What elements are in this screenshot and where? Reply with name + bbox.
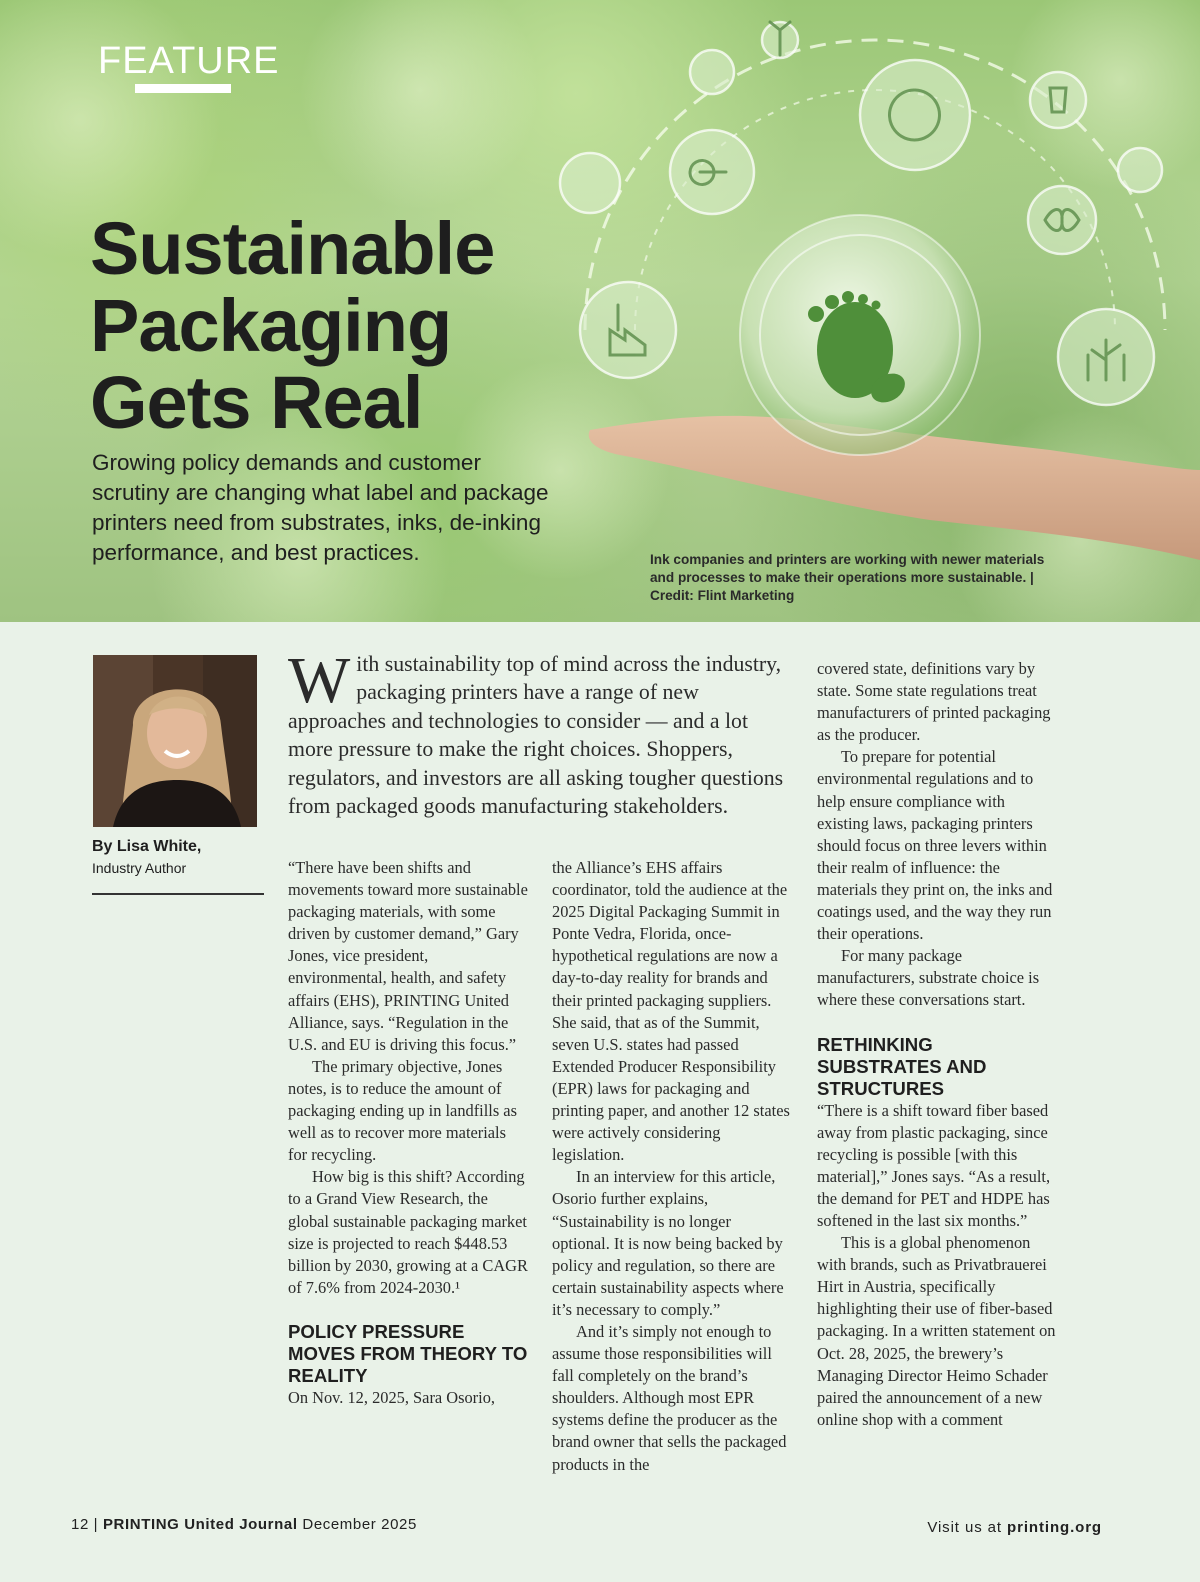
footer-folio <box>71 1516 417 1533</box>
column-1 <box>288 857 528 1409</box>
section-label-underline <box>135 84 231 93</box>
paragraph: In an interview for this article, Osorio further explains, “Sustainability is no longer optional. It is now being backed by policy and regulation, so there are certain sustainability aspects where it’s necessary to comply.” <box>552 1167 784 1319</box>
paragraph: the Alliance’s EHS affairs coordinator, told the audience at the 2025 Digital Packaging Summit in Ponte Vedra, Florida, once-hypothetical regulations are now a day-to-day reality for brands and their printed packaging suppliers. She said, that as of the Summit, seven U.S. states had passed Extended Producer Responsibility (EPR) laws for packaging and printing paper, and another 12 states were actively considering legislation. <box>552 858 790 1165</box>
issue-date: December 2025 <box>302 1516 417 1533</box>
hero-caption: Ink companies and printers are working with newer materials and processes to make their operations more sustainable. | Credit: Flint Marketing <box>650 552 1045 603</box>
paragraph: “There have been shifts and movements toward more sustainable packaging materials, with some driven by customer demand,” Gary Jones, vice president, environmental, health, and safety affairs (EHS), PRINTING United Alliance, says. “Regulation in the U.S. and EU is driving this focus.” <box>288 858 528 1054</box>
paragraph: The primary objective, Jones notes, is to reduce the amount of packaging ending up in landfills as well as to recover more materials for recycling. <box>288 1056 517 1165</box>
subhead: RETHINKING SUBSTRATES AND STRUCTURES <box>817 1033 987 1099</box>
author-photo <box>93 655 257 827</box>
folio-separator: | <box>93 1516 99 1533</box>
intro-text: ith sustainability top of mind across the industry, packaging printers have a range of new approaches and technologies to consider — and a lot more pressure to make the right choices. Shoppers, regulators, and investors are all asking tougher questions from packaged goods manufacturing stakeholders. <box>288 652 784 819</box>
drop-cap: W <box>288 644 351 717</box>
website-link[interactable]: printing.org <box>1007 1519 1102 1536</box>
paragraph: covered state, definitions vary by state. Some state regulations treat manufacturers of printed packaging as the producer. <box>817 659 1051 745</box>
visit-prefix: Visit us at <box>927 1519 1002 1536</box>
paragraph: How big is this shift? According to a Grand View Research, the global sustainable packaging market size is projected to reach $448.53 billion by 2030, growing at a CAGR of 7.6% from 2024-2030.¹ <box>288 1167 528 1297</box>
page-number: 12 <box>71 1516 89 1533</box>
factory-icon <box>580 282 676 378</box>
author-name: By Lisa White, <box>92 838 202 855</box>
subhead: POLICY PRESSURE MOVES FROM THEORY TO REALITY <box>288 1320 528 1386</box>
column-2 <box>552 857 792 1476</box>
dek: Growing policy demands and customer scrutiny are changing what label and package printers need from substrates, inks, de-inking performance, and best practices. <box>92 450 549 565</box>
globe-icon <box>560 153 620 213</box>
paragraph: For many package manufacturers, substrate choice is where these conversations start. <box>817 946 1040 1010</box>
flower-icon <box>1118 148 1162 192</box>
section-label: FEATURE <box>98 40 280 82</box>
truck-icon <box>690 50 734 94</box>
column-3 <box>817 658 1057 1431</box>
headline: Sustainable Packaging Gets Real <box>90 207 495 444</box>
author-role: Industry Author <box>92 860 187 876</box>
hero-image <box>0 0 1200 622</box>
paragraph: This is a global phenomenon with brands, such as Privatbrauerei Hirt in Austria, specifically highlighting their use of fiber-based packaging. In a written statement on Oct. 28, 2025, the brewery’s Managing Director Heimo Schader paired the announcement of a new online shop with a comment <box>817 1233 1056 1429</box>
byline <box>92 836 262 878</box>
intro-paragraph <box>288 644 798 820</box>
trash-can-icon <box>1030 72 1086 128</box>
paragraph: And it’s simply not enough to assume those responsibilities will fall completely on the brand’s shoulders. Although most EPR systems define the producer as the brand owner that sells the packaged products in the <box>552 1321 787 1474</box>
footer-website <box>927 1519 1102 1536</box>
paragraph: “There is a shift toward fiber based away from plastic packaging, since recycling is possible [with this material],” Jones says. “As a result, the demand for PET and HDPE has softened in the last six months.” <box>817 1100 1051 1230</box>
author-portrait <box>93 655 257 827</box>
paragraph: To prepare for potential environmental regulations and to help ensure compliance with existing laws, packaging printers should focus on three levers within their realm of influence: the materials they print on, the inks and coatings used, and the way they run their operations. <box>817 747 1053 944</box>
byline-divider <box>92 893 264 895</box>
publication-name: PRINTING United Journal <box>102 1516 298 1533</box>
paragraph: On Nov. 12, 2025, Sara Osorio, <box>288 1387 495 1407</box>
recycle-icon <box>860 60 970 170</box>
